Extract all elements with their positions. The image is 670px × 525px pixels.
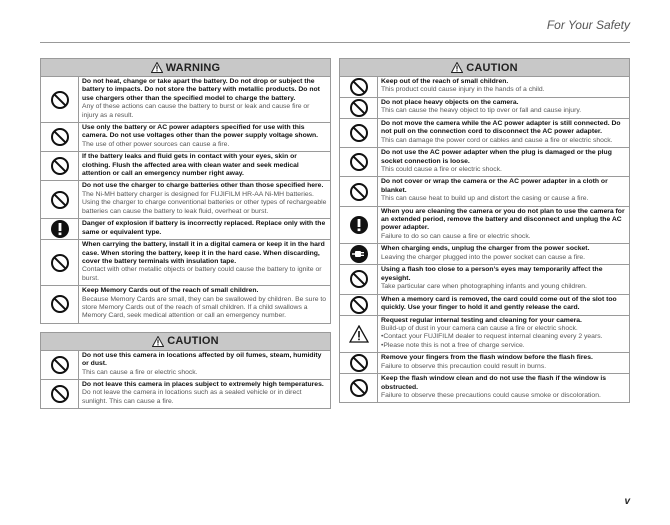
safety-item-text bbox=[79, 219, 330, 239]
safety-item-text bbox=[378, 265, 629, 293]
caution-heading-left bbox=[41, 333, 330, 351]
safety-item bbox=[41, 351, 330, 379]
safety-item-heading: When charging ends, unplug the charger from the power socket. bbox=[381, 245, 590, 253]
safety-item bbox=[340, 264, 629, 293]
safety-item bbox=[340, 373, 629, 402]
caution-icon bbox=[340, 316, 378, 353]
safety-item bbox=[41, 379, 330, 408]
left-column bbox=[40, 58, 331, 417]
prohibited-icon bbox=[41, 181, 79, 218]
prohibited-icon bbox=[41, 123, 79, 151]
safety-item-heading: When a memory card is removed, the card could come out of the slot too quickly. Use your finger to hold it and gently release the card. bbox=[381, 295, 617, 311]
safety-item bbox=[41, 122, 330, 151]
prohibited-icon bbox=[340, 265, 378, 293]
safety-item-heading: When you are cleaning the camera or you do not plan to use the camera for an extended period, remove the battery and disconnect and unplug the AC power adapter. bbox=[381, 207, 625, 232]
safety-item-description: The Ni-MH battery charger is designed for FUJIFILM HR-AA Ni-MH batteries. Using the charger to charge conventional batteries or other types of rechargeable batteries can cause the battery to leak fluid, overheat or burst. bbox=[82, 190, 327, 215]
safety-item-heading: Do not heat, change or take apart the battery. Do not drop or subject the battery to impacts. Do not store the battery with metallic products. Do not use chargers other than the specified model to charge the battery. bbox=[82, 78, 320, 102]
safety-item-heading: Keep Memory Cards out of the reach of small children. bbox=[82, 287, 259, 295]
safety-item-text bbox=[378, 316, 629, 353]
safety-item-description: This could cause a fire or electric shock. bbox=[381, 166, 502, 174]
safety-item-description: Do not leave the camera in locations such as a sealed vehicle or in direct sunlight. This can cause a fire. bbox=[82, 389, 302, 405]
safety-item-text bbox=[378, 295, 629, 315]
safety-item bbox=[41, 218, 330, 239]
prohibited-icon bbox=[340, 374, 378, 402]
caution-heading-label: CAUTION bbox=[167, 335, 219, 348]
safety-item-description: This product could cause injury in the hands of a child. bbox=[381, 86, 545, 94]
safety-item-description: Because Memory Cards are small, they can be swallowed by children. Be sure to store Memory Cards out of the reach of small children. If a child swallows a Memory Card, seek medical attention or call an emergency number. bbox=[82, 295, 327, 320]
safety-item bbox=[340, 176, 629, 205]
safety-item bbox=[340, 352, 629, 373]
unplug-icon bbox=[340, 244, 378, 264]
warning-triangle-icon bbox=[151, 62, 163, 73]
safety-item-text bbox=[79, 380, 330, 408]
safety-item-text bbox=[378, 148, 629, 176]
safety-item-text bbox=[79, 240, 330, 285]
page-number: v bbox=[624, 496, 630, 507]
prohibited-icon bbox=[41, 152, 79, 180]
safety-item-text bbox=[79, 286, 330, 323]
safety-item-text bbox=[79, 351, 330, 379]
prohibited-icon bbox=[340, 98, 378, 118]
safety-item-heading: Danger of explosion if battery is incorrectly replaced. Replace only with the same or equivalent type. bbox=[82, 220, 326, 236]
safety-item-description: Take particular care when photographing infants and young children. bbox=[381, 283, 587, 291]
prohibited-icon bbox=[340, 177, 378, 205]
safety-item-description: This can cause heat to build up and distort the casing or cause a fire. bbox=[381, 195, 589, 203]
safety-item-heading: Request regular internal testing and cleaning for your camera. bbox=[381, 316, 582, 324]
safety-item-text bbox=[79, 181, 330, 218]
prohibited-icon bbox=[340, 148, 378, 176]
safety-item-bullet: •Contact your FUJIFILM dealer to request internal cleaning every 2 years. bbox=[381, 333, 603, 341]
warning-heading-label: WARNING bbox=[165, 61, 221, 74]
safety-item-description: This can cause a fire or electric shock. bbox=[82, 368, 198, 376]
safety-item-heading: Do not cover or wrap the camera or the AC power adapter in a cloth or blanket. bbox=[381, 178, 608, 194]
safety-item-heading: Remove your fingers from the flash window before the flash fires. bbox=[381, 354, 593, 362]
safety-item-heading: Do not use the charger to charge batteries other than those specified here. bbox=[82, 182, 324, 190]
warning-section bbox=[40, 58, 331, 324]
safety-item-description: Failure to observe these precautions could cause smoke or discoloration. bbox=[381, 391, 601, 399]
safety-item bbox=[340, 243, 629, 264]
safety-item-bullet: •Please note this is not a free of charge service. bbox=[381, 341, 525, 349]
safety-item bbox=[340, 315, 629, 353]
prohibited-icon bbox=[340, 353, 378, 373]
safety-item-heading: Keep the flash window clean and do not use the flash if the window is obstructed. bbox=[381, 375, 607, 391]
safety-item-description: This can cause the heavy object to tip over or fall and cause injury. bbox=[381, 107, 582, 115]
warning-triangle-icon bbox=[451, 62, 463, 73]
safety-item-text bbox=[378, 353, 629, 373]
safety-item bbox=[41, 180, 330, 218]
prohibited-icon bbox=[41, 286, 79, 323]
warning-triangle-icon bbox=[152, 336, 164, 347]
prohibited-icon bbox=[41, 380, 79, 408]
prohibited-icon bbox=[340, 77, 378, 97]
caution-section-right bbox=[339, 58, 630, 403]
safety-item-heading: If the battery leaks and fluid gets in contact with your eyes, skin or clothing. Flush the affected area with clean water and seek medical attention or call an emergency number right away. bbox=[82, 153, 299, 178]
safety-item-heading: Do not move the camera while the AC power adapter is still connected. Do not pull on the connection cord to disconnect the AC power adapter. bbox=[381, 120, 621, 136]
safety-item-text bbox=[378, 77, 629, 97]
safety-item-description: Leaving the charger plugged into the power socket can cause a fire. bbox=[381, 253, 586, 261]
prohibited-icon bbox=[41, 240, 79, 285]
safety-item-description: Failure to do so can cause a fire or electric shock. bbox=[381, 232, 531, 240]
safety-item-heading: When carrying the battery, install it in a digital camera or keep it in the hard case. When storing the battery, keep it in the hard case. When discarding, cover the battery terminals with insulation tape. bbox=[82, 241, 325, 265]
safety-item-text bbox=[79, 152, 330, 180]
right-column bbox=[339, 58, 630, 411]
safety-item bbox=[340, 97, 629, 118]
safety-item-description: This can damage the power cord or cables and cause a fire or electric shock. bbox=[381, 136, 613, 144]
safety-item-text bbox=[378, 177, 629, 205]
prohibited-icon bbox=[340, 119, 378, 147]
safety-item-description: Failure to observe this precaution could result in burns. bbox=[381, 362, 547, 370]
safety-item bbox=[41, 239, 330, 285]
safety-item-heading: Keep out of the reach of small children. bbox=[381, 78, 509, 85]
safety-item-heading: Use only the battery or AC power adapters specified for use with this camera. Do not use voltages other than the power supply voltage shown. bbox=[82, 124, 319, 140]
caution-heading-right bbox=[340, 59, 629, 77]
caution-heading-label: CAUTION bbox=[466, 61, 518, 74]
safety-item-text bbox=[378, 119, 629, 147]
prohibited-icon bbox=[340, 295, 378, 315]
safety-item-heading: Using a flash too close to a person’s eyes may temporarily affect the eyesight. bbox=[381, 266, 603, 282]
caution-section-left bbox=[40, 332, 331, 409]
safety-item-heading: Do not use this camera in locations affected by oil fumes, steam, humidity or dust. bbox=[82, 351, 322, 368]
safety-item-heading: Do not leave this camera in places subject to extremely high temperatures. bbox=[82, 380, 324, 388]
safety-item bbox=[41, 151, 330, 180]
safety-item-description: Build-up of dust in your camera can cause a fire or electric shock. bbox=[381, 324, 578, 332]
safety-item-text bbox=[378, 98, 629, 118]
prohibited-icon bbox=[41, 77, 79, 122]
safety-item-heading: Do not place heavy objects on the camera. bbox=[381, 99, 519, 106]
safety-item bbox=[340, 147, 629, 176]
safety-item bbox=[340, 294, 629, 315]
safety-item bbox=[340, 118, 629, 147]
safety-item-description: Any of these actions can cause the battery to burst or leak and cause fire or injury as a result. bbox=[82, 103, 310, 119]
page-header-title: For Your Safety bbox=[546, 18, 630, 32]
safety-item-text bbox=[378, 374, 629, 402]
safety-item-text bbox=[79, 123, 330, 151]
mandatory-icon bbox=[340, 207, 378, 244]
safety-item-text bbox=[79, 77, 330, 122]
safety-item-text bbox=[378, 207, 629, 244]
warning-heading bbox=[41, 59, 330, 77]
safety-item bbox=[340, 206, 629, 244]
prohibited-icon bbox=[41, 351, 79, 379]
safety-item bbox=[41, 77, 330, 122]
safety-item-heading: Do not use the AC power adapter when the plug is damaged or the plug socket connection is loose. bbox=[381, 149, 612, 165]
safety-item bbox=[340, 77, 629, 97]
safety-item-text bbox=[378, 244, 629, 264]
header-rule bbox=[40, 42, 630, 43]
safety-item-description: The use of other power sources can cause a fire. bbox=[82, 140, 230, 148]
mandatory-icon bbox=[41, 219, 79, 239]
safety-item-description: Contact with other metallic objects or battery could cause the battery to ignite or burst. bbox=[82, 266, 322, 282]
safety-item bbox=[41, 285, 330, 323]
